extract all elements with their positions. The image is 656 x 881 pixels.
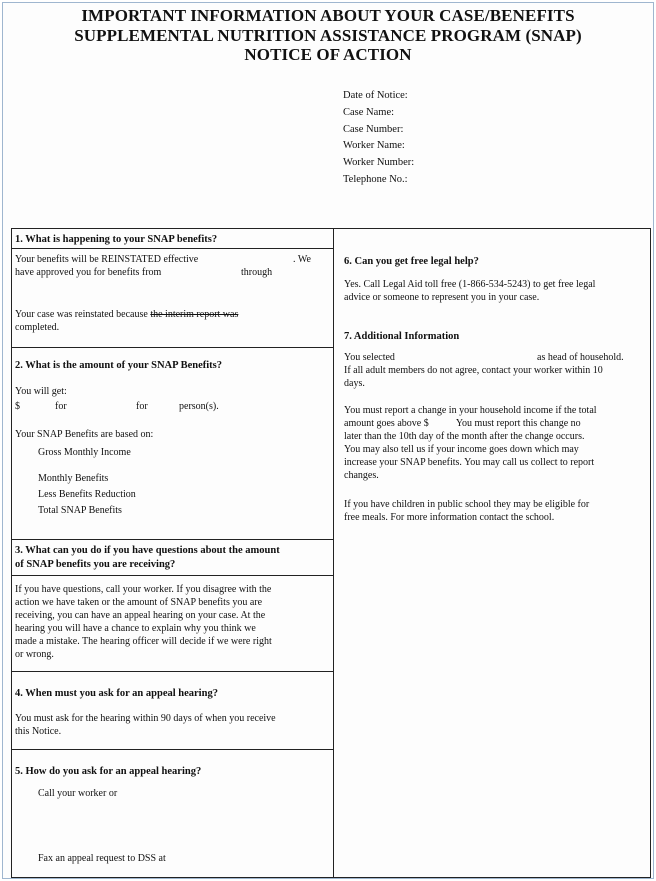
section1-title: 1. What is happening to your SNAP benefits? [15,234,218,245]
section7-p2-line2: amount goes above $ You must report this change no [344,418,581,429]
section3-title-line1: 3. What can you do if you have questions about the amount [15,545,280,556]
section4-rule [12,749,333,750]
section2-you-will-get: You will get: [15,386,67,397]
section5-title: 5. How do you ask for an appeal hearing? [15,766,202,777]
section3-title-line2: of SNAP benefits you are receiving? [15,559,176,570]
field-worker-name: Worker Name: [343,140,405,152]
section2-title: 2. What is the amount of your SNAP Benefits? [15,360,223,371]
section7-p2-line4: You may also tell us if your income goes down which may [344,444,579,455]
section3-body-4: hearing you will have a chance to explain why you think we [15,623,256,634]
field-case-number: Case Number: [343,123,404,135]
section5-call: Call your worker or [38,788,118,799]
section7-p2-line3: later than the 10th day of the month after the change occurs. [344,431,585,442]
section6-title: 6. Can you get free legal help? [344,256,479,267]
section1-line1-end: . We [293,254,311,265]
section5-fax: Fax an appeal request to DSS at [38,853,166,864]
section1-line3-struck: the interim report was [150,309,239,320]
section4-body-2: this Notice. [15,726,62,737]
section3-body-5: made a mistake. The hearing officer will decide if we were right [15,636,272,647]
section2-based-on: Your SNAP Benefits are based on: [15,429,154,440]
section1-line1: Your benefits will be REINSTATED effective [15,254,199,265]
section3-body-6: or wrong. [15,649,54,660]
notice-table [11,228,651,878]
section1-line2-end: through [241,267,273,278]
section2-persons: person(s). [179,401,219,412]
section1-line2: have approved you for benefits from [15,267,162,278]
section2-dollar: $ [15,401,20,412]
notice-header [0,6,656,65]
section4-title: 4. When must you ask for an appeal hearing? [15,688,218,699]
section2-item-gross-income: Gross Monthly Income [38,447,131,458]
section1-line3 [15,309,238,322]
header-title-line3: NOTICE OF ACTION [244,45,412,64]
section2-item-monthly-benefits: Monthly Benefits [38,473,109,484]
header-title-line2: SUPPLEMENTAL NUTRITION ASSISTANCE PROGRAM (SNAP) [74,25,582,45]
section7-p2-line5: increase your SNAP benefits. You may call us collect to report [344,457,595,468]
section7-p1-line2: If all adult members do not agree, contact your worker within 10 [344,365,603,376]
section7-p3-line1: If you have children in public school they may be eligible for [344,499,590,510]
section2-item-less-reduction: Less Benefits Reduction [38,489,136,500]
section6-body-2: advice or someone to represent you in your case. [344,292,540,303]
section3-body-3: receiving, you can have an appeal hearing on your case. At the [15,610,266,621]
column-divider [333,229,334,877]
section2-for1: for [55,401,67,412]
section7-title: 7. Additional Information [344,331,460,342]
field-worker-number: Worker Number: [343,157,415,169]
section7-p1-head: as head of household. [537,352,624,363]
section7-p2-line1: You must report a change in your household income if the total [344,405,597,416]
section2-for2: for [136,401,148,412]
field-date-of-notice: Date of Notice: [343,90,408,101]
section7-p3-line2: free meals. For more information contact the school. [344,512,555,523]
section3-rule [12,671,333,672]
section1-title-rule [12,248,333,249]
section3-title-rule [12,575,333,576]
notice-fields [343,88,414,189]
field-telephone: Telephone No.: [343,173,408,185]
field-case-name: Case Name: [343,106,395,118]
section7-p2-line6: changes. [344,470,379,481]
section1-rule [12,347,333,348]
section4-body-1: You must ask for the hearing within 90 days of when you receive [15,713,276,724]
section3-body-1: If you have questions, call your worker. If you disagree with the [15,584,272,595]
section6-body-1: Yes. Call Legal Aid toll free (1-866-534-5243) to get free legal [344,279,596,290]
section7-p1-line3: days. [344,378,365,389]
header-title-line1: IMPORTANT INFORMATION ABOUT YOUR CASE/BENEFITS [81,6,575,25]
section1-line4: completed. [15,322,60,333]
section2-item-total: Total SNAP Benefits [38,505,122,516]
section1-line3-a: Your case was reinstated because [15,309,151,320]
section3-body-2: action we have taken or the amount of SNAP benefits you are [15,597,263,608]
section2-rule [12,539,333,540]
section7-p1-selected: You selected [344,352,395,363]
